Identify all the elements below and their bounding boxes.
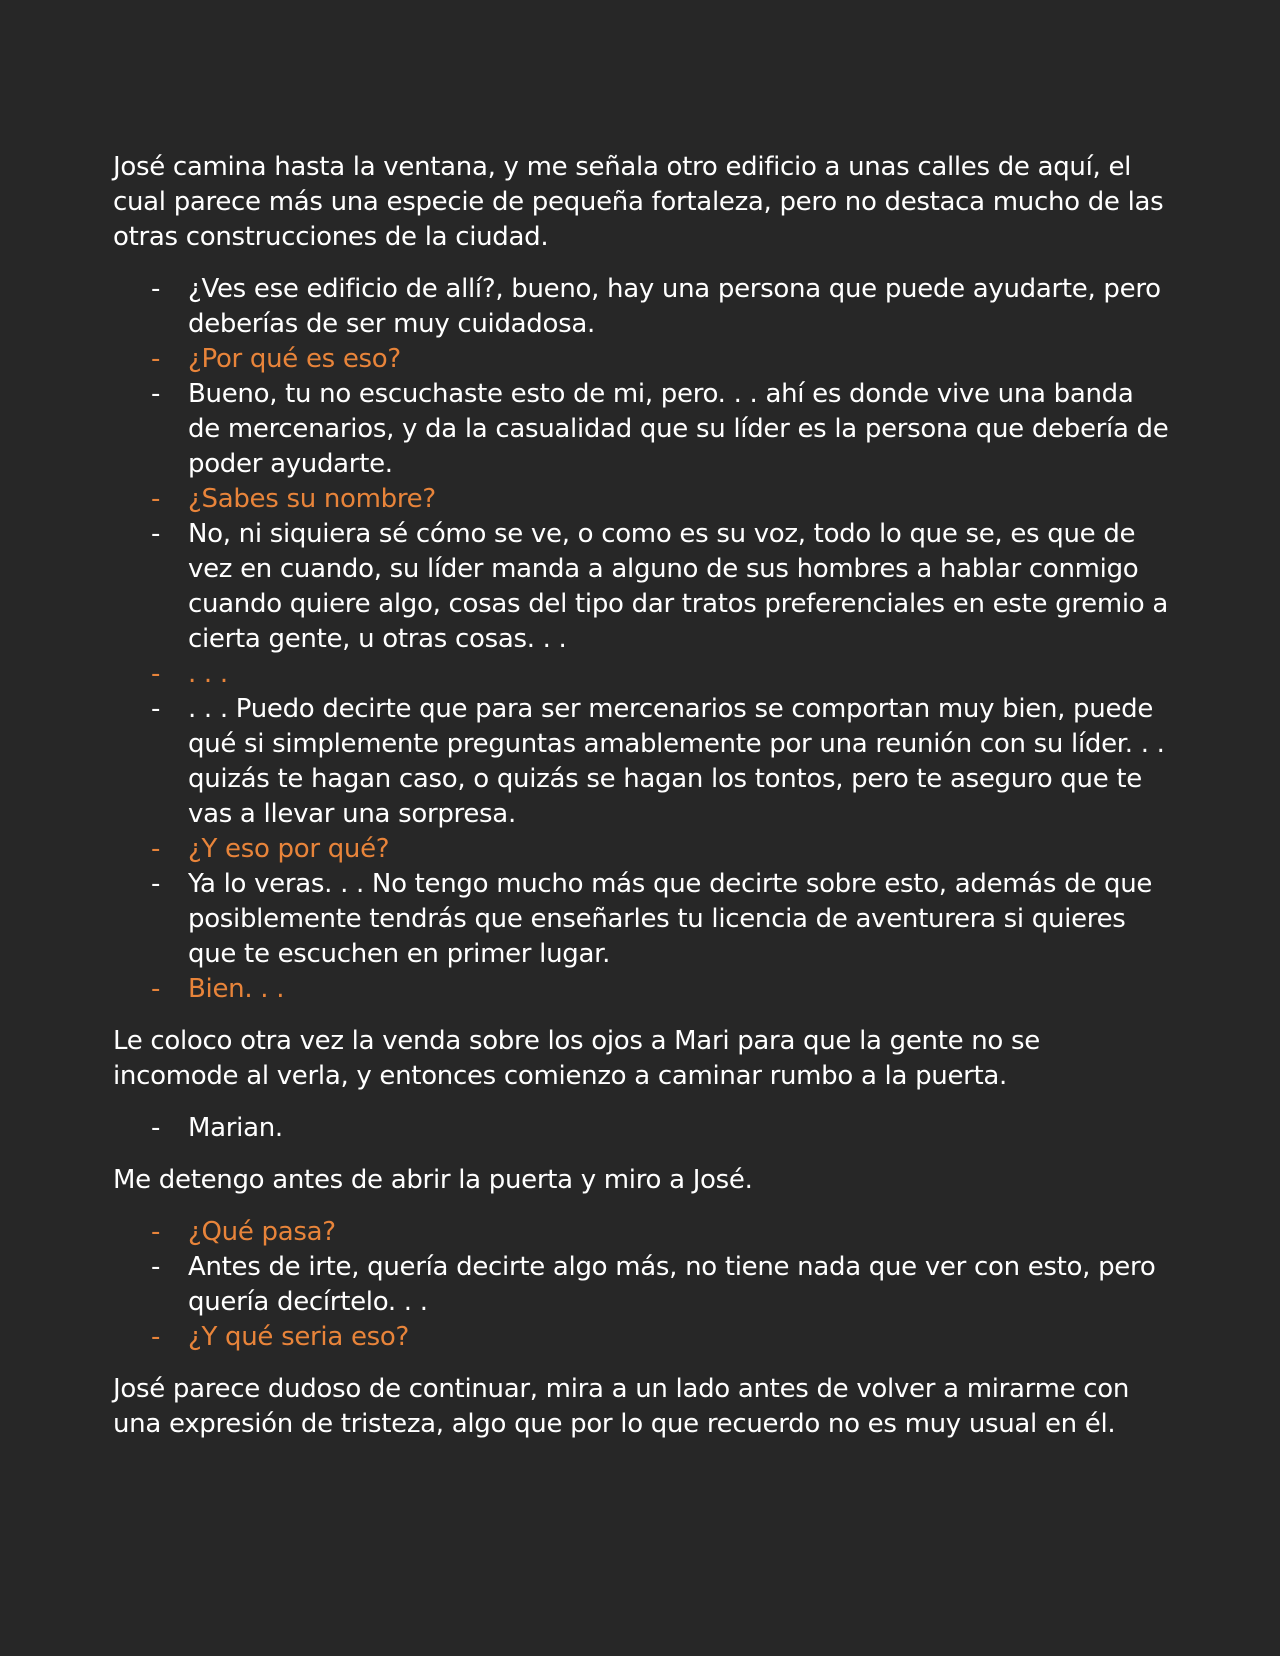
dialogue-line-marian: - Bien. . . <box>113 972 1173 1007</box>
dash-bullet: - <box>151 1217 161 1247</box>
dash-bullet: - <box>151 519 161 549</box>
dialogue-line-marian: - ¿Y eso por qué? <box>113 832 1173 867</box>
dash-bullet: - <box>151 659 161 689</box>
dash-bullet: - <box>151 484 161 514</box>
narration-paragraph: José camina hasta la ventana, y me señala otro edificio a unas calles de aquí, el cual parece más una especie de pequeña fortaleza, pero no destaca mucho de las otras construcciones de la ciudad. <box>113 152 1164 252</box>
narration-paragraph: Me detengo antes de abrir la puerta y miro a José. <box>113 1165 753 1195</box>
dialogue-line-marian: - ¿Por qué es eso? <box>113 342 1173 377</box>
document-page <box>113 150 1173 1459</box>
dialogue-line-jose: - Marian. <box>113 1111 1173 1146</box>
dash-bullet: - <box>151 869 161 899</box>
dialogue-line-jose: - Ya lo veras. . . No tengo mucho más que decirte sobre esto, además de que posiblemente tendrás que enseñarles tu licencia de aventurera si quieres que te escuchen en primer lugar. <box>113 867 1173 972</box>
dash-bullet: - <box>151 1322 161 1352</box>
dash-bullet: - <box>151 834 161 864</box>
narration-paragraph: José parece dudoso de continuar, mira a un lado antes de volver a mirarme con una expresión de tristeza, algo que por lo que recuerdo no es muy usual en él. <box>113 1374 1130 1439</box>
dialogue-line-jose: - ¿Ves ese edificio de allí?, bueno, hay una persona que puede ayudarte, pero deberías de ser muy cuidadosa. <box>113 272 1173 342</box>
dialogue-line-jose: - Antes de irte, quería decirte algo más, no tiene nada que ver con esto, pero quería decírtelo. . . <box>113 1250 1173 1320</box>
dash-bullet: - <box>151 379 161 409</box>
dialogue-line-marian: - ¿Qué pasa? <box>113 1215 1173 1250</box>
dash-bullet: - <box>151 694 161 724</box>
dialogue-line-jose: - Bueno, tu no escuchaste esto de mi, pero. . . ahí es donde vive una banda de mercenarios, y da la casualidad que su líder es la persona que debería de poder ayudarte. <box>113 377 1173 482</box>
dialogue-list <box>113 1215 1173 1355</box>
dash-bullet: - <box>151 1252 161 1282</box>
dash-bullet: - <box>151 974 161 1004</box>
dialogue-line-marian: - . . . <box>113 657 1173 692</box>
dialogue-line-jose: - No, ni siquiera sé cómo se ve, o como es su voz, todo lo que se, es que de vez en cuando, su líder manda a alguno de sus hombres a hablar conmigo cuando quiere algo, cosas del tipo dar tratos preferenciales en este gremio a cierta gente, u otras cosas. . . <box>113 517 1173 657</box>
dash-bullet: - <box>151 1113 161 1143</box>
dialogue-line-marian: - ¿Sabes su nombre? <box>113 482 1173 517</box>
dash-bullet: - <box>151 344 161 374</box>
dialogue-list <box>113 272 1173 1007</box>
dialogue-list <box>113 1111 1173 1146</box>
dialogue-line-jose: - . . . Puedo decirte que para ser mercenarios se comportan muy bien, puede qué si simplemente preguntas amablemente por una reunión con su líder. . . quizás te hagan caso, o quizás se hagan los tontos, pero te aseguro que te vas a llevar una sorpresa. <box>113 692 1173 832</box>
dash-bullet: - <box>151 274 161 304</box>
narration-paragraph: Le coloco otra vez la venda sobre los ojos a Mari para que la gente no se incomode al verla, y entonces comienzo a caminar rumbo a la puerta. <box>113 1026 1040 1091</box>
dialogue-line-marian: - ¿Y qué seria eso? <box>113 1320 1173 1355</box>
